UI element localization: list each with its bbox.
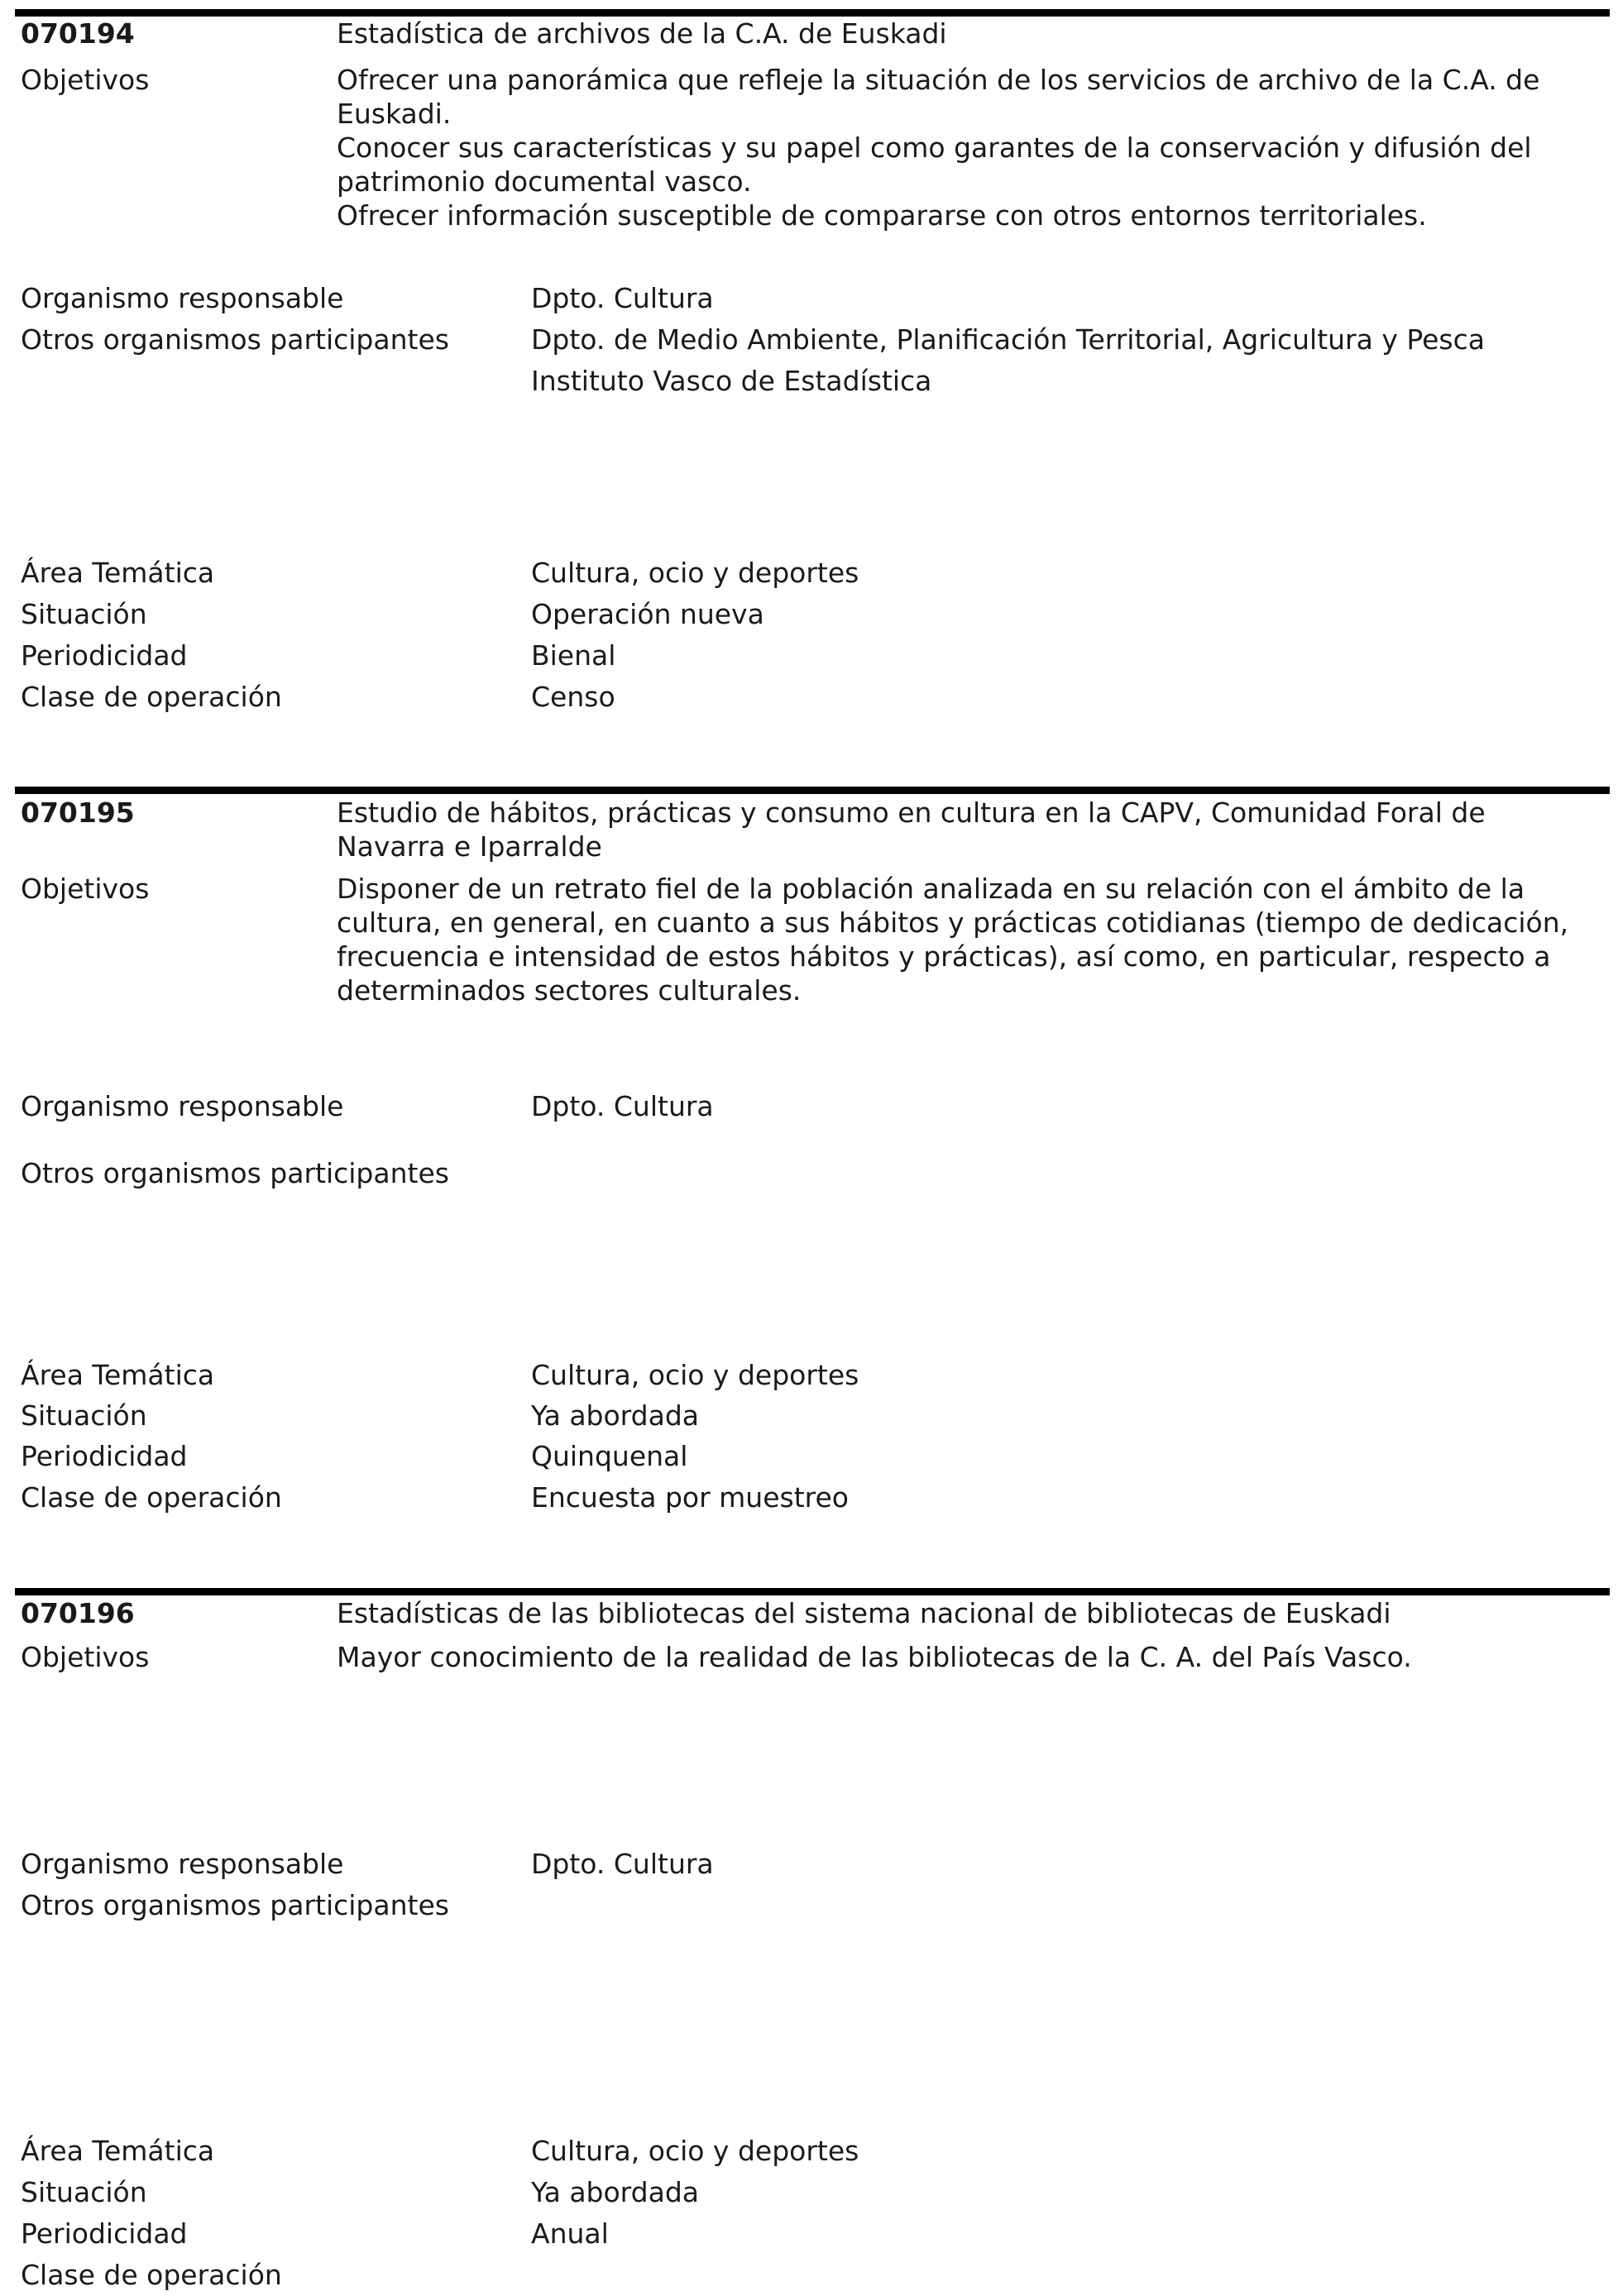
record-title: Estudio de hábitos, prácticas y consumo en cultura en la CAPV, Comunidad Foral de Navarra e Iparralde [337, 796, 1486, 863]
record-code: 070196 [21, 1597, 135, 1629]
objetivos-text [337, 63, 1594, 232]
situacion-label: Situación [21, 1399, 147, 1432]
objetivos-text: Mayor conocimiento de la realidad de las bibliotecas de la C. A. del País Vasco. [337, 1641, 1412, 1673]
otros-organismos-label: Otros organismos participantes [21, 323, 449, 356]
organismo-responsable-value: Dpto. Cultura [531, 282, 714, 314]
record-code: 070195 [21, 796, 135, 829]
situacion-label: Situación [21, 2176, 147, 2208]
periodicidad-label: Periodicidad [21, 1440, 188, 1472]
organismo-responsable-label: Organismo responsable [21, 1848, 344, 1880]
area-tematica-label: Área Temática [21, 2135, 215, 2167]
periodicidad-label: Periodicidad [21, 639, 188, 672]
clase-operacion-value: Censo [531, 681, 615, 713]
section-divider [15, 9, 1610, 17]
situacion-label: Situación [21, 598, 147, 630]
organismo-responsable-value: Dpto. Cultura [531, 1848, 714, 1880]
objetivos-line: Ofrecer información susceptible de compararse con otros entornos territoriales. [337, 199, 1427, 232]
otros-organismos-label: Otros organismos participantes [21, 1157, 449, 1189]
record-title: Estadísticas de las bibliotecas del sistema nacional de bibliotecas de Euskadi [337, 1597, 1391, 1629]
objetivos-label: Objetivos [21, 1641, 150, 1673]
section-divider [15, 787, 1610, 794]
periodicidad-value: Anual [531, 2217, 609, 2250]
area-tematica-label: Área Temática [21, 557, 215, 589]
record-title: Estadística de archivos de la C.A. de Euskadi [337, 17, 947, 50]
otros-organismos-value: Dpto. de Medio Ambiente, Planificación Territorial, Agricultura y Pesca [531, 323, 1485, 356]
area-tematica-label: Área Temática [21, 1359, 215, 1391]
periodicidad-label: Periodicidad [21, 2217, 188, 2250]
record-code: 070194 [21, 17, 135, 50]
otros-organismos-label: Otros organismos participantes [21, 1889, 449, 1921]
situacion-value: Ya abordada [531, 1399, 700, 1432]
area-tematica-value: Cultura, ocio y deportes [531, 557, 859, 589]
clase-operacion-label: Clase de operación [21, 681, 282, 713]
situacion-value: Operación nueva [531, 598, 764, 630]
clase-operacion-label: Clase de operación [21, 2259, 282, 2291]
objetivos-line: Conocer sus características y su papel como garantes de la conservación y difusión del patrimonio documental vasco. [337, 132, 1532, 198]
clase-operacion-label: Clase de operación [21, 1481, 282, 1514]
otros-organismos-value: Instituto Vasco de Estadística [531, 365, 932, 397]
objetivos-line: Ofrecer una panorámica que refleje la situación de los servicios de archivo de la C.A. de Euskadi. [337, 64, 1540, 130]
objetivos-text: Disponer de un retrato fiel de la población analizada en su relación con el ámbito de la cultura, en general, en cuanto a sus hábitos y prácticas cotidianas (tiempo de dedicación, frecuencia e intensidad de estos hábitos y prácticas), así como, en particular, respecto a determinados sectores culturales. [337, 873, 1569, 1007]
organismo-responsable-label: Organismo responsable [21, 1090, 344, 1122]
objetivos-label: Objetivos [21, 873, 150, 905]
area-tematica-value: Cultura, ocio y deportes [531, 2135, 859, 2167]
situacion-value: Ya abordada [531, 2176, 700, 2208]
section-divider [15, 1588, 1610, 1595]
area-tematica-value: Cultura, ocio y deportes [531, 1359, 859, 1391]
periodicidad-value: Quinquenal [531, 1440, 688, 1472]
clase-operacion-value: Encuesta por muestreo [531, 1481, 849, 1514]
periodicidad-value: Bienal [531, 639, 616, 672]
objetivos-label: Objetivos [21, 64, 150, 96]
organismo-responsable-label: Organismo responsable [21, 282, 344, 314]
organismo-responsable-value: Dpto. Cultura [531, 1090, 714, 1122]
